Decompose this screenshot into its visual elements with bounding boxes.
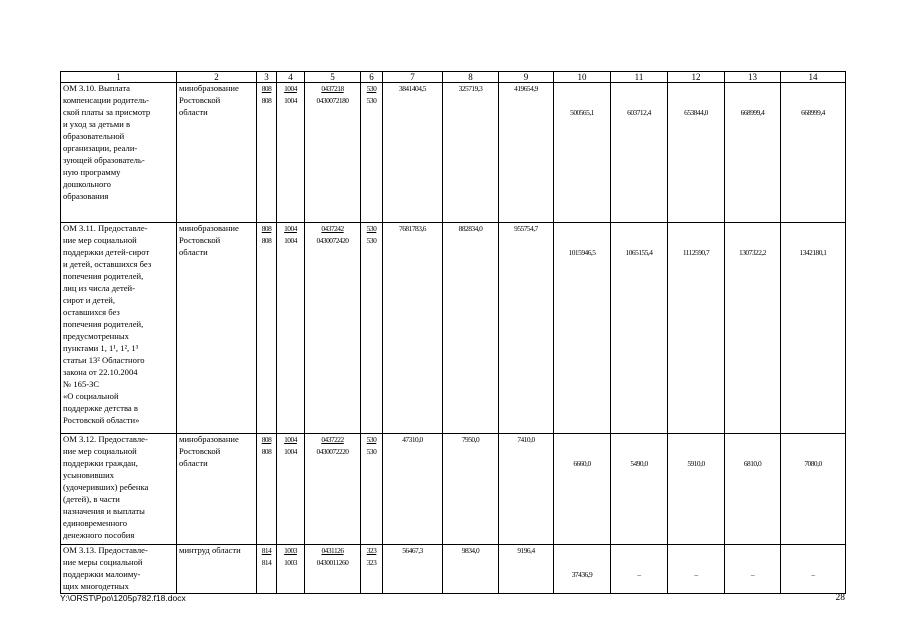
- vr-code-line: 530: [366, 435, 377, 444]
- measure-name-line: оставшихся без: [63, 307, 120, 317]
- amount-value: 1015946,5: [568, 248, 596, 257]
- spacer: [613, 223, 665, 235]
- amount-12: [668, 223, 725, 434]
- grbs-code: [257, 223, 277, 434]
- amount-9: [499, 545, 554, 594]
- table-row: [61, 83, 846, 223]
- amount-11: [611, 545, 668, 594]
- executor: [177, 545, 257, 594]
- vr-code: [361, 545, 383, 594]
- measure-name-line: (детей), в части: [63, 494, 120, 504]
- amount-12: [668, 545, 725, 594]
- rzpr-code-line: 1004: [284, 236, 297, 245]
- vr-code-line: 530: [366, 224, 377, 233]
- measure-name-line: попечения родителей,: [63, 319, 144, 329]
- vr-code: [361, 223, 383, 434]
- spacer: [783, 446, 843, 458]
- executor: [177, 223, 257, 434]
- measure-name-line: ную программу: [63, 167, 121, 177]
- amount-value: 1342180,1: [799, 248, 827, 257]
- spacer: [556, 95, 608, 107]
- vr-code-line: 323: [366, 546, 377, 555]
- measure-name-line: ской платы за присмотр: [63, 107, 151, 117]
- amount-value: 882834,0: [458, 224, 483, 233]
- rzpr-code: [277, 434, 305, 545]
- amount-13: [725, 223, 781, 434]
- spacer: [670, 83, 722, 95]
- measure-name-line: и детей, оставшихся без: [63, 259, 152, 269]
- spacer: [727, 557, 778, 569]
- amount-value: 6660,0: [573, 459, 591, 468]
- spacer: [783, 235, 843, 247]
- header-col-4: 4: [277, 72, 305, 83]
- header-row: [61, 72, 846, 83]
- amount-value: 653844,0: [684, 108, 708, 117]
- grbs-code: [257, 83, 277, 223]
- amount-11: [611, 223, 668, 434]
- measure-name-line: образовательной: [63, 131, 125, 141]
- amount-8: [443, 434, 499, 545]
- spacer: [556, 434, 608, 446]
- amount-14: [781, 434, 846, 545]
- rzpr-code-line: 1004: [284, 435, 297, 444]
- amount-8: [443, 83, 499, 223]
- spacer: [783, 545, 843, 557]
- executor-line: области: [179, 107, 208, 117]
- vr-code-line: 530: [366, 96, 377, 105]
- csr-code-line: 0430072220: [316, 447, 349, 456]
- measure-name-line: сирот и детей,: [63, 295, 116, 305]
- spacer: [670, 446, 722, 458]
- executor-line: минобразование: [179, 223, 239, 233]
- amount-value: 5910,0: [687, 459, 705, 468]
- spacer: [727, 545, 778, 557]
- amount-value: –: [811, 570, 815, 579]
- spacer: [727, 446, 778, 458]
- amount-10: [554, 223, 611, 434]
- amount-9: [499, 434, 554, 545]
- rzpr-code: [277, 545, 305, 594]
- vr-code-line: 530: [366, 84, 377, 93]
- rzpr-code-line: 1004: [284, 96, 297, 105]
- spacer: [727, 95, 778, 107]
- executor-line: Ростовской: [179, 446, 221, 456]
- executor: [177, 83, 257, 223]
- spacer: [670, 557, 722, 569]
- amount-7: [383, 434, 443, 545]
- spacer: [783, 83, 843, 95]
- measure-name-line: дошкольного: [63, 179, 111, 189]
- table-row: [61, 545, 846, 594]
- vr-code: [361, 434, 383, 545]
- measure-name-line: организации, реали-: [63, 143, 138, 153]
- amount-13: [725, 83, 781, 223]
- vr-code: [361, 83, 383, 223]
- grbs-code: [257, 434, 277, 545]
- header-col-5: 5: [305, 72, 361, 83]
- measure-name: [61, 434, 177, 545]
- amount-value: 3841404,5: [399, 84, 426, 93]
- spacer: [556, 557, 608, 569]
- spacer: [727, 83, 778, 95]
- rzpr-code-line: 1003: [284, 558, 297, 567]
- executor: [177, 434, 257, 545]
- amount-8: [443, 223, 499, 434]
- measure-name-line: ние мер социальной: [63, 446, 137, 456]
- measure-name-line: ОМ 3.11. Предоставле-: [63, 223, 148, 233]
- header-col-1: 1: [61, 72, 177, 83]
- measure-name-line: и уход за детьми в: [63, 119, 131, 129]
- rzpr-code-line: 1004: [284, 447, 297, 456]
- amount-13: [725, 545, 781, 594]
- csr-code-line: 0437218: [321, 84, 344, 93]
- grbs-code-line: 808: [261, 435, 272, 444]
- header-col-10: 10: [554, 72, 611, 83]
- footer-file-path: Y:\ORST\Ppo\1205p782.f18.docx: [60, 593, 186, 603]
- csr-code: [305, 434, 361, 545]
- measure-name-line: усыновивших: [63, 470, 115, 480]
- amount-10: [554, 83, 611, 223]
- measure-name-line: щих многодетных: [63, 581, 129, 591]
- amount-value: 668999,4: [801, 108, 825, 117]
- rzpr-code: [277, 83, 305, 223]
- amount-11: [611, 83, 668, 223]
- measure-name-line: ОМ 3.12. Предоставле-: [63, 434, 148, 444]
- measure-name-line: поддержке детства в: [63, 403, 138, 413]
- vr-code-line: 323: [366, 558, 377, 567]
- measure-name-line: назначения и выплаты: [63, 506, 145, 516]
- page-number: 28: [835, 593, 845, 603]
- amount-value: 47310,0: [402, 435, 423, 444]
- measure-name-line: ОМ 3.13. Предоставле-: [63, 545, 148, 555]
- spacer: [613, 235, 665, 247]
- amount-value: –: [750, 570, 755, 579]
- csr-code: [305, 223, 361, 434]
- header-col-8: 8: [443, 72, 499, 83]
- spacer: [556, 235, 608, 247]
- measure-name-line: № 165-ЗС: [63, 379, 100, 389]
- header-col-13: 13: [725, 72, 781, 83]
- executor-line: Ростовской: [179, 235, 221, 245]
- header-col-12: 12: [668, 72, 725, 83]
- amount-value: 5490,0: [630, 459, 648, 468]
- spacer: [727, 434, 778, 446]
- csr-code: [305, 545, 361, 594]
- measure-name-line: предусмотренных: [63, 331, 129, 341]
- grbs-code: [257, 545, 277, 594]
- measure-name-line: единовременного: [63, 518, 128, 528]
- measure-name-line: статьи 13² Областного: [63, 355, 145, 365]
- amount-value: 500565,1: [570, 108, 594, 117]
- amount-value: –: [694, 570, 698, 579]
- csr-code-line: 0430072420: [316, 236, 349, 245]
- amount-value: 7681783,6: [399, 224, 426, 233]
- measure-name-line: пунктами 1, 1¹, 1², 1³: [63, 343, 139, 353]
- amount-value: 9834,0: [461, 546, 480, 555]
- spacer: [556, 545, 608, 557]
- header-col-2: 2: [177, 72, 257, 83]
- spacer: [783, 434, 843, 446]
- table-row: [61, 223, 846, 434]
- measure-name: [61, 545, 177, 594]
- grbs-code-line: 808: [261, 224, 272, 233]
- vr-code-line: 530: [366, 236, 377, 245]
- amount-14: [781, 545, 846, 594]
- amount-value: 419654,9: [514, 84, 538, 93]
- spacer: [556, 83, 608, 95]
- spacer: [670, 95, 722, 107]
- csr-code-line: 0430072180: [316, 96, 349, 105]
- amount-value: 7950,0: [461, 435, 480, 444]
- spacer: [670, 545, 722, 557]
- rzpr-code-line: 1003: [284, 546, 297, 555]
- table-row: [61, 434, 846, 545]
- amount-10: [554, 545, 611, 594]
- spacer: [613, 83, 665, 95]
- executor-line: Ростовской: [179, 95, 221, 105]
- spacer: [727, 223, 778, 235]
- measure-name-line: компенсации родитель-: [63, 95, 149, 105]
- grbs-code-line: 808: [261, 96, 272, 105]
- amount-13: [725, 434, 781, 545]
- amount-7: [383, 83, 443, 223]
- csr-code-line: 0430011260: [316, 558, 349, 567]
- spacer: [613, 446, 665, 458]
- amount-8: [443, 545, 499, 594]
- vr-code-line: 530: [366, 447, 377, 456]
- amount-9: [499, 83, 554, 223]
- header-col-7: 7: [383, 72, 443, 83]
- measure-name-line: поддержки детей-сирот: [63, 247, 150, 257]
- csr-code-line: 0431126: [321, 546, 344, 555]
- rzpr-code: [277, 223, 305, 434]
- amount-value: 603712,4: [627, 108, 651, 117]
- amount-10: [554, 434, 611, 545]
- measure-name-line: ние мер социальной: [63, 235, 137, 245]
- measure-name: [61, 223, 177, 434]
- header-col-11: 11: [611, 72, 668, 83]
- spacer: [670, 434, 722, 446]
- spacer: [783, 95, 843, 107]
- budget-table: [60, 71, 846, 594]
- measure-name-line: лиц из числа детей-: [63, 283, 135, 293]
- executor-line: области: [179, 247, 208, 257]
- measure-name-line: денежного пособия: [63, 530, 135, 540]
- spacer: [556, 446, 608, 458]
- amount-12: [668, 434, 725, 545]
- spacer: [670, 223, 722, 235]
- amount-value: 1112590,7: [682, 248, 710, 257]
- amount-12: [668, 83, 725, 223]
- measure-name-line: закона от 22.10.2004: [63, 367, 138, 377]
- measure-name-line: попечения родителей,: [63, 271, 144, 281]
- grbs-code-line: 808: [261, 84, 272, 93]
- csr-code: [305, 83, 361, 223]
- spacer: [670, 235, 722, 247]
- csr-code-line: 0437222: [321, 435, 344, 444]
- amount-value: 325719,3: [458, 84, 483, 93]
- executor-line: минобразование: [179, 434, 239, 444]
- amount-value: 9196,4: [517, 546, 535, 555]
- amount-value: 7410,0: [517, 435, 535, 444]
- amount-value: –: [637, 570, 641, 579]
- grbs-code-line: 814: [261, 546, 272, 555]
- spacer: [613, 95, 665, 107]
- amount-7: [383, 223, 443, 434]
- executor-line: минтруд области: [179, 545, 241, 555]
- amount-7: [383, 545, 443, 594]
- amount-value: 955754,7: [514, 224, 538, 233]
- amount-value: 668999,4: [740, 108, 765, 117]
- amount-value: 56467,3: [402, 546, 423, 555]
- rzpr-code-line: 1004: [284, 224, 297, 233]
- spacer: [613, 557, 665, 569]
- measure-name-line: поддержки граждан,: [63, 458, 138, 468]
- measure-name-line: образования: [63, 191, 109, 201]
- spacer: [783, 557, 843, 569]
- measure-name-line: ОМ 3.10. Выплата: [63, 83, 130, 93]
- spacer: [727, 235, 778, 247]
- header-col-3: 3: [257, 72, 277, 83]
- measure-name-line: ние меры социальной: [63, 557, 143, 567]
- measure-name: [61, 83, 177, 223]
- grbs-code-line: 814: [261, 558, 272, 567]
- amount-value: 1307322,2: [739, 248, 766, 257]
- amount-11: [611, 434, 668, 545]
- grbs-code-line: 808: [261, 447, 272, 456]
- spacer: [556, 223, 608, 235]
- amount-value: 6810,0: [743, 459, 762, 468]
- measure-name-line: поддержки малоиму-: [63, 569, 141, 579]
- rzpr-code-line: 1004: [284, 84, 297, 93]
- amount-9: [499, 223, 554, 434]
- csr-code-line: 0437242: [321, 224, 344, 233]
- amount-value: 37436,9: [571, 570, 593, 579]
- amount-value: 1065155,4: [625, 248, 653, 257]
- measure-name-line: зующей образователь-: [63, 155, 145, 165]
- measure-name-line: Ростовской области»: [63, 415, 140, 425]
- spacer: [613, 434, 665, 446]
- header-col-9: 9: [499, 72, 554, 83]
- header-col-14: 14: [781, 72, 846, 83]
- amount-14: [781, 83, 846, 223]
- amount-14: [781, 223, 846, 434]
- grbs-code-line: 808: [261, 236, 272, 245]
- executor-line: минобразование: [179, 83, 239, 93]
- header-col-6: 6: [361, 72, 383, 83]
- measure-name-line: (удочеривших) ребенка: [63, 482, 149, 492]
- executor-line: области: [179, 458, 208, 468]
- measure-name-line: «О социальной: [63, 391, 119, 401]
- spacer: [783, 223, 843, 235]
- amount-value: 7080,0: [804, 459, 822, 468]
- spacer: [613, 545, 665, 557]
